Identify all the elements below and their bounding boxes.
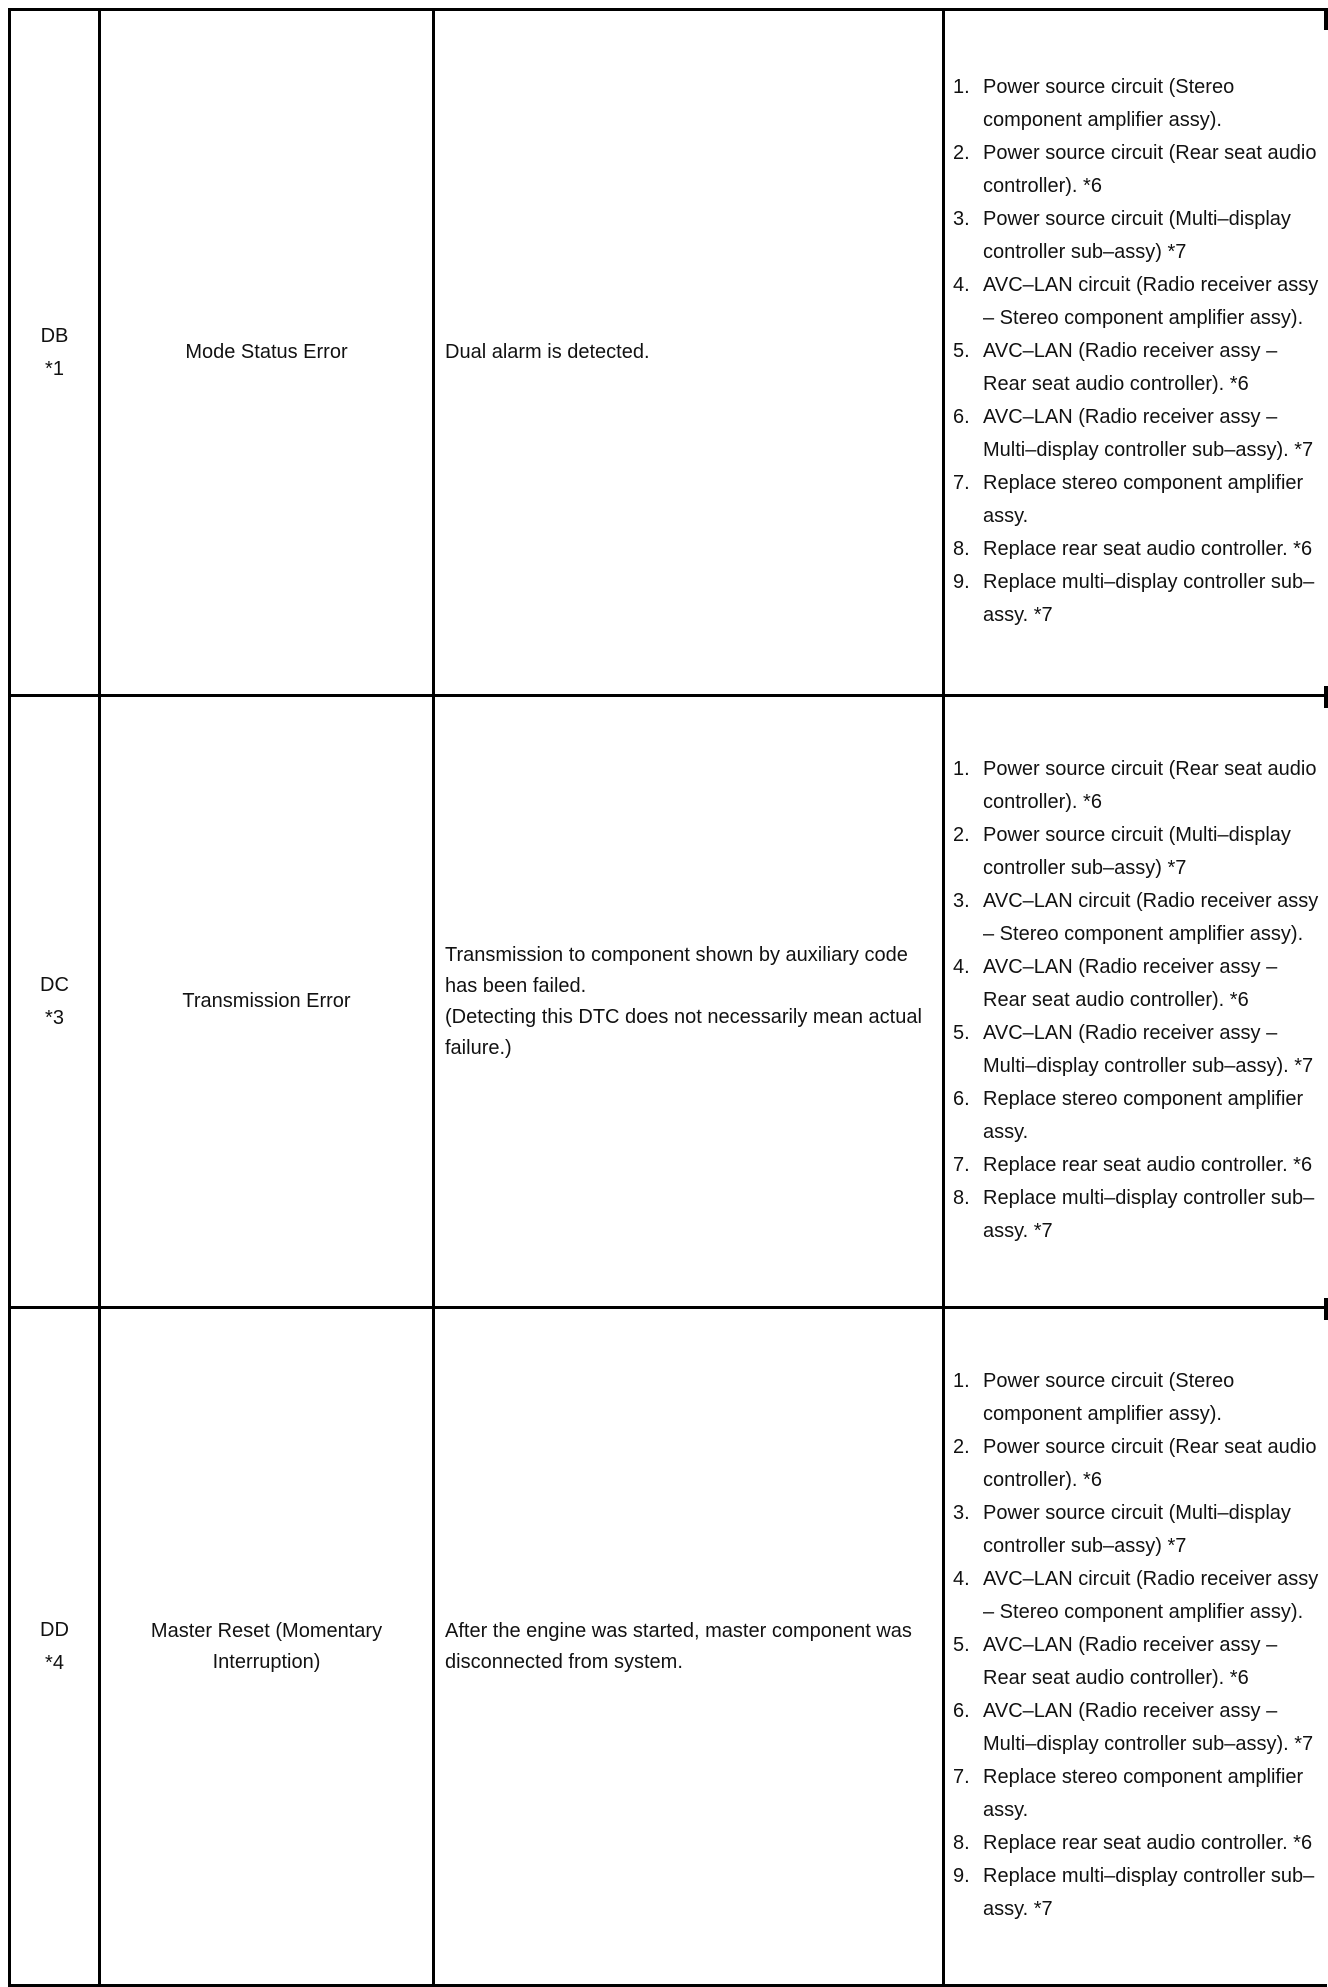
dtc-code-cell [10,1308,100,1986]
list-item: 6. Replace stereo component amplifier assy. [953,1088,1304,1143]
dtc-code-note: *1 [45,357,64,380]
list-item: 2. Power source circuit (Rear seat audio controller). *6 [953,142,1317,197]
dtc-code: DC [40,973,69,996]
detection-condition: After the engine was started, master component was disconnected from system. [445,1619,912,1673]
dtc-name: Master Reset (Momentary Interruption) [150,1619,383,1673]
dtc-code-cell [10,10,100,696]
list-item: 1. Power source circuit (Stereo component amplifier assy). [953,76,1235,131]
dtc-code: DB [40,324,69,347]
table-edge-mark [1324,8,1328,30]
trouble-area-list [953,753,1320,1248]
detection-condition: Transmission to component shown by auxiliary code has been failed. [445,943,908,997]
table-row-dd [10,1308,1326,1986]
dtc-code-note: *4 [45,1651,64,1674]
dtc-code-note: *3 [45,1006,64,1029]
list-item: 2. Power source circuit (Multi–display controller sub–assy) *7 [953,824,1291,879]
detection-condition-cell [434,696,944,1308]
table-row-dc [10,696,1326,1308]
trouble-area-cell [944,1308,1326,1986]
list-item: 7. Replace stereo component amplifier assy. [953,1766,1304,1821]
detection-condition-note: (Detecting this DTC does not necessarily mean actual failure.) [445,1005,922,1059]
table-edge-mark [1324,686,1328,708]
table-edge-mark [1324,1298,1328,1320]
trouble-area-cell [944,10,1326,696]
list-item: 8. Replace rear seat audio controller. *6 [953,1832,1313,1854]
list-item: 5. AVC–LAN (Radio receiver assy – Multi–display controller sub–assy). *7 [953,1022,1314,1077]
list-item: 7. Replace stereo component amplifier assy. [953,472,1304,527]
list-item: 2. Power source circuit (Rear seat audio controller). *6 [953,1436,1317,1491]
dtc-name: Mode Status Error [185,341,348,363]
list-item: 1. Power source circuit (Stereo component amplifier assy). [953,1370,1235,1425]
dtc-code-cell [10,696,100,1308]
detection-condition: Dual alarm is detected. [445,341,650,363]
dtc-code: DD [40,1618,69,1641]
dtc-name-cell [100,696,434,1308]
list-item: 5. AVC–LAN (Radio receiver assy – Rear seat audio controller). *6 [953,1634,1278,1689]
list-item: 3. Power source circuit (Multi–display controller sub–assy) *7 [953,208,1291,263]
list-item: 8. Replace multi–display controller sub–assy. *7 [953,1187,1315,1242]
list-item: 6. AVC–LAN (Radio receiver assy – Multi–display controller sub–assy). *7 [953,406,1314,461]
list-item: 3. Power source circuit (Multi–display controller sub–assy) *7 [953,1502,1291,1557]
list-item: 1. Power source circuit (Rear seat audio controller). *6 [953,758,1317,813]
detection-condition-cell [434,10,944,696]
list-item: 9. Replace multi–display controller sub–assy. *7 [953,571,1315,626]
list-item: 3. AVC–LAN circuit (Radio receiver assy – Stereo component amplifier assy). [953,890,1319,945]
list-item: 4. AVC–LAN circuit (Radio receiver assy – Stereo component amplifier assy). [953,274,1319,329]
table-row-db [10,10,1326,696]
list-item: 4. AVC–LAN circuit (Radio receiver assy – Stereo component amplifier assy). [953,1568,1319,1623]
dtc-table [8,8,1327,1987]
trouble-area-list [953,71,1320,632]
dtc-name: Transmission Error [182,990,351,1012]
detection-condition-cell [434,1308,944,1986]
list-item: 6. AVC–LAN (Radio receiver assy – Multi–display controller sub–assy). *7 [953,1700,1314,1755]
list-item: 7. Replace rear seat audio controller. *6 [953,1154,1313,1176]
dtc-name-cell [100,1308,434,1986]
list-item: 4. AVC–LAN (Radio receiver assy – Rear seat audio controller). *6 [953,956,1278,1011]
list-item: 8. Replace rear seat audio controller. *6 [953,538,1313,560]
dtc-name-cell [100,10,434,696]
trouble-area-list [953,1365,1320,1926]
list-item: 9. Replace multi–display controller sub–assy. *7 [953,1865,1315,1920]
list-item: 5. AVC–LAN (Radio receiver assy – Rear seat audio controller). *6 [953,340,1278,395]
trouble-area-cell [944,696,1326,1308]
